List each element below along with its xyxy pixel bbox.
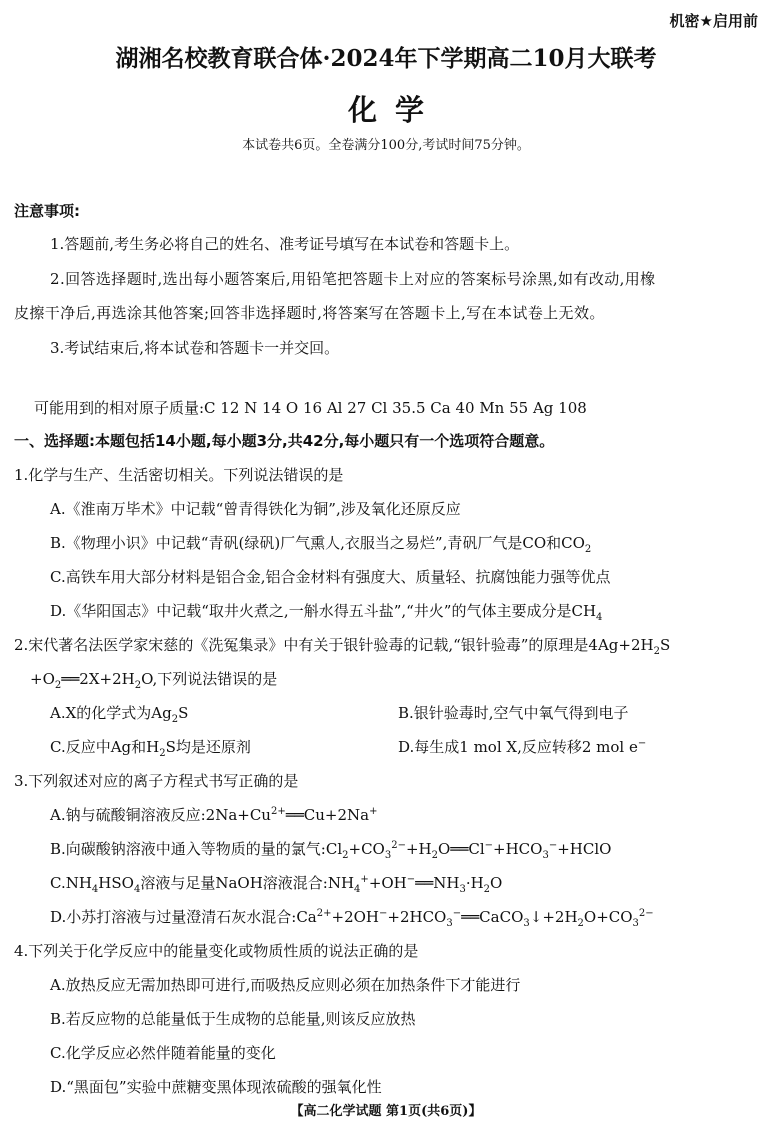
page-footer: 【高二化学试题 第1页(共6页)】 xyxy=(290,1104,482,1119)
notice-item-1: 1.答题前,考生务必将自己的姓名、准考证号填写在本试卷和答题卡上。 xyxy=(50,235,520,253)
q2-stem-line2: $+O_2══2X+2H_2O$,下列说法错误的是 xyxy=(30,670,278,691)
q1-option-d: D.《华阳国志》中记载“取井火煮之,一斛水得五斗盐”,“井火”的气体主要成分是$CH_4$ xyxy=(50,602,603,623)
q4-option-c: C.化学反应必然伴随着能量的变化 xyxy=(50,1044,276,1062)
notice-heading: 注意事项: xyxy=(14,202,80,220)
q4-option-b: B.若反应物的总能量低于生成物的总能量,则该反应放热 xyxy=(50,1010,416,1028)
q2-stem-line1: 2.宋代著名法医学家宋慈的《洗冤集录》中有关于银针验毒的记载,“银针验毒”的原理是$4Ag+2H_2S$ xyxy=(14,636,671,657)
q1-option-c: C.高铁车用大部分材料是铝合金,铝合金材料有强度大、质量轻、抗腐蚀能力强等优点 xyxy=(50,568,611,586)
q3-option-b: B.向碳酸钠溶液中通入等物质的量的氯气$:Cl_2+CO_3^{2-}+H_2O══Cl^-+HCO_3^-+HClO$ xyxy=(50,840,612,861)
q1-option-b: B.《物理小识》中记载“青矾(绿矾)厂气熏人,衣服当之易烂”,青矾厂气是CO和$CO_2$ xyxy=(50,534,592,555)
exam-meta: 本试卷共6页。全卷满分100分,考试时间75分钟。 xyxy=(242,138,530,153)
subject-title: 化学 xyxy=(347,93,442,127)
section-1-heading: 一、选择题:本题包括14小题,每小题3分,共42分,每小题只有一个选项符合题意。 xyxy=(14,432,555,450)
q2-option-a: A.X的化学式为$Ag_2S$ xyxy=(50,704,189,725)
notice-item-3: 3.考试结束后,将本试卷和答题卡一并交回。 xyxy=(50,339,340,357)
notice-item-2a: 2.回答选择题时,选出每小题答案后,用铅笔把答题卡上对应的答案标号涂黑,如有改动,用橡 xyxy=(50,270,656,288)
q3-stem: 3.下列叙述对应的离子方程式书写正确的是 xyxy=(14,772,299,790)
q2-option-b: B.银针验毒时,空气中氧气得到电子 xyxy=(398,704,629,722)
q1-option-a: A.《淮南万毕术》中记载“曾青得铁化为铜”,涉及氧化还原反应 xyxy=(50,500,461,518)
q3-option-d: D.小苏打溶液与过量澄清石灰水混合$:Ca^{2+}+2OH^-+2HCO_3^-══CaCO_3↓+2H_2O+CO_3^{2-}$ xyxy=(50,908,654,929)
q4-option-a: A.放热反应无需加热即可进行,而吸热反应则必须在加热条件下才能进行 xyxy=(50,976,521,994)
q4-option-d: D.“黑面包”实验中蔗糖变黑体现浓硫酸的强氧化性 xyxy=(50,1078,382,1096)
exam-title: 湖湘名校教育联合体·2024年下学期高二10月大联考 xyxy=(115,45,657,72)
q1-stem: 1.化学与生产、生活密切相关。下列说法错误的是 xyxy=(14,466,344,484)
q4-stem: 4.下列关于化学反应中的能量变化或物质性质的说法正确的是 xyxy=(14,942,419,960)
q3-option-c: $C.NH_4HSO_4$溶液与足量NaOH溶液混合$:NH_4^++OH^-══NH_3\cdot H_2O$ xyxy=(50,874,503,895)
q3-option-a: A.钠与硫酸铜溶液反应$:2Na+Cu^{2+}══Cu+2Na^+$ xyxy=(50,806,378,824)
q2-option-c: C.反应中Ag和$H_2S$均是还原剂 xyxy=(50,738,251,759)
confidential-label: 机密★启用前 xyxy=(669,12,758,30)
atomic-masses: 可能用到的相对原子质量:C 12 N 14 O 16 Al 27 Cl 35.5 Ca 40 Mn 55 Ag 108 xyxy=(34,399,587,417)
q2-option-d: D.每生成1 mol X,反应转移2 mol e− xyxy=(398,738,647,756)
notice-item-2b: 皮擦干净后,再选涂其他答案;回答非选择题时,将答案写在答题卡上,写在本试卷上无效。 xyxy=(14,304,605,322)
